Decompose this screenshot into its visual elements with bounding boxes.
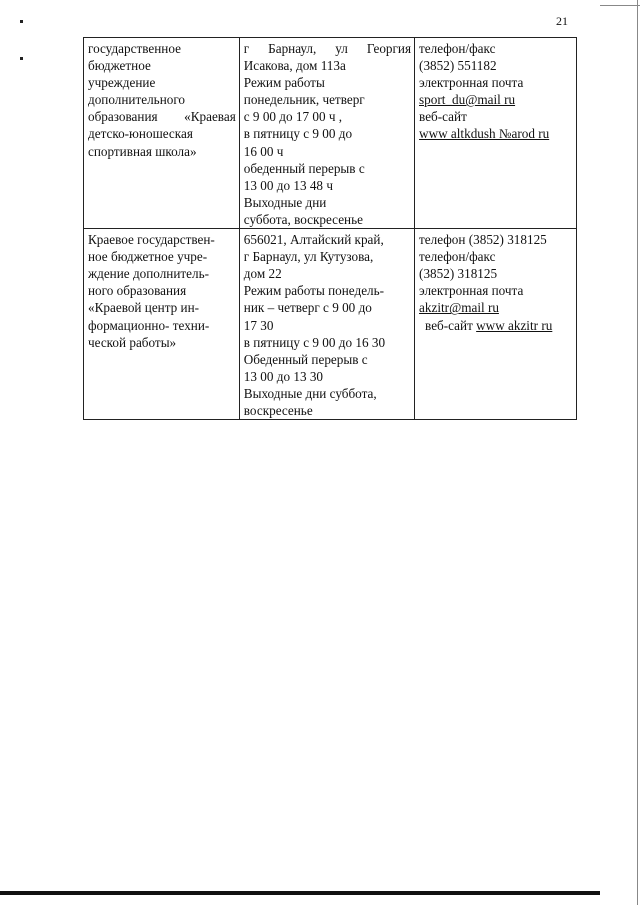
address-line: 656021, Алтайский край, bbox=[243, 232, 384, 248]
scan-edge-line bbox=[600, 5, 640, 6]
website-link[interactable]: www altkdush №arod ru bbox=[419, 126, 550, 142]
organization-line: «Краевой центр ин- bbox=[88, 300, 200, 316]
schedule-line: суббота, воскресенье bbox=[243, 211, 363, 227]
organization-line: дополнительного bbox=[88, 92, 186, 108]
phone-fax-label: телефон/факс bbox=[419, 249, 496, 265]
email-link[interactable]: sport_du@mail ru bbox=[419, 92, 516, 108]
contacts-cell bbox=[415, 38, 577, 229]
organization-line: Краевое государствен- bbox=[88, 232, 215, 248]
organization-cell bbox=[84, 229, 240, 420]
schedule-line: 13 00 до 13 30 bbox=[243, 368, 324, 384]
email-link[interactable]: akzitr@mail ru bbox=[419, 300, 499, 316]
address-schedule-cell bbox=[239, 38, 414, 229]
organization-line: спортивная школа» bbox=[88, 143, 197, 159]
phone-line: телефон (3852) 318125 bbox=[419, 232, 547, 248]
address-schedule-cell bbox=[239, 229, 414, 420]
organization-line: формационно- техни- bbox=[88, 317, 210, 333]
schedule-line: 17 30 bbox=[243, 317, 274, 333]
website-label: веб-сайт bbox=[425, 317, 473, 333]
website-link[interactable]: www akzitr ru bbox=[476, 317, 553, 333]
organization-line: ного образования bbox=[88, 283, 187, 299]
schedule-line: 16 00 ч bbox=[243, 143, 284, 159]
email-label: электронная почта bbox=[419, 75, 524, 91]
institutions-table bbox=[83, 37, 577, 420]
scan-speck bbox=[20, 57, 23, 60]
scan-speck bbox=[20, 20, 23, 23]
schedule-line: понедельник, четверг bbox=[243, 92, 365, 108]
address-line: г Барнаул, ул Кутузова, bbox=[243, 249, 374, 265]
organization-line: ждение дополнитель- bbox=[88, 266, 210, 282]
organization-cell bbox=[84, 38, 240, 229]
page-number: 21 bbox=[556, 14, 568, 28]
schedule-line: Обеденный перерыв с bbox=[243, 351, 368, 367]
phone-fax-value: (3852) 318125 bbox=[419, 266, 498, 282]
organization-line: учреждение bbox=[88, 75, 156, 91]
schedule-line: в пятницу с 9 00 до 16 30 bbox=[243, 334, 386, 350]
organization-line: бюджетное bbox=[88, 58, 151, 74]
organization-line: ное бюджетное учре- bbox=[88, 249, 208, 265]
table-row bbox=[84, 38, 577, 229]
schedule-line: в пятницу с 9 00 до bbox=[243, 126, 353, 142]
address-line: г Барнаул, ул Георгия bbox=[243, 41, 412, 56]
phone-fax-value: (3852) 551182 bbox=[419, 58, 497, 74]
schedule-line: обеденный перерыв с bbox=[243, 160, 365, 176]
schedule-line: 13 00 до 13 48 ч bbox=[243, 177, 333, 193]
scan-bottom-border bbox=[0, 891, 600, 895]
phone-fax-label: телефон/факс bbox=[419, 41, 496, 56]
website-label: веб-сайт bbox=[419, 109, 467, 125]
schedule-line: ник – четверг с 9 00 до bbox=[243, 300, 372, 316]
schedule-line: Выходные дни bbox=[243, 194, 327, 210]
contacts-cell bbox=[415, 229, 577, 420]
address-line: Исакова, дом 113а bbox=[243, 58, 346, 74]
schedule-line: Режим работы bbox=[243, 75, 325, 91]
organization-line: ческой работы» bbox=[88, 334, 177, 350]
schedule-line: воскресенье bbox=[243, 402, 313, 418]
table-row bbox=[84, 229, 577, 420]
organization-line: образования «Краевая bbox=[88, 109, 236, 125]
scan-edge-line bbox=[637, 0, 638, 905]
email-label: электронная почта bbox=[419, 283, 524, 299]
schedule-line: Выходные дни суббота, bbox=[243, 385, 377, 401]
address-line: дом 22 bbox=[243, 266, 282, 282]
schedule-line: Режим работы понедель- bbox=[243, 283, 385, 299]
website-row bbox=[419, 317, 573, 334]
schedule-line: с 9 00 до 17 00 ч , bbox=[243, 109, 343, 125]
organization-line: государственное bbox=[88, 41, 181, 56]
organization-line: детско-юношеская bbox=[88, 126, 193, 142]
